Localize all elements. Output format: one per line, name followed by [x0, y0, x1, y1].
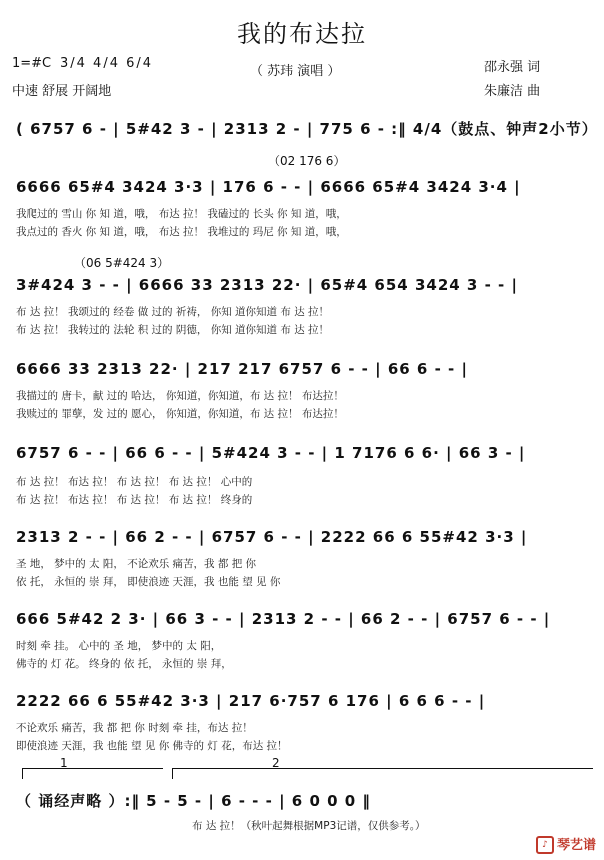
lyrics-line-2a: 我爬过的 雪山 你 知 道，哦， 布达 拉！ 我磕过的 长头 你 知 道，哦， [16, 208, 347, 220]
time-signatures: 3/4 4/4 6/4 [60, 56, 154, 71]
lyrics-line-6b: 依 托， 永恒的 崇 拜， 即使浪迹 天涯，我 也能 望 见 你 [16, 576, 281, 588]
volta-number-1: 1 [60, 756, 68, 770]
volta-number-2: 2 [272, 756, 280, 770]
lyrics-line-8a: 不论欢乐 痛苦，我 都 把 你 时刻 牵 挂，布达 拉！ [16, 722, 253, 734]
composer: 朱廉洁 曲 [484, 84, 541, 99]
pickup-2: （02 176 6） [268, 154, 346, 168]
song-title: 我的布达拉 [237, 20, 367, 48]
volta-bracket-1 [22, 768, 163, 779]
lyrics-line-5a: 布 达 拉！ 布达 拉！ 布 达 拉！ 布 达 拉！ 心中的 [16, 476, 253, 488]
lyrics-line-9: 布 达 拉！（秋叶起舞根据MP3记谱，仅供参考。） [192, 820, 426, 832]
score-line-2: 6666 65#4 3424 3·3 | 176 6 - - | 6666 65#4 3424 3·4 | [16, 178, 521, 196]
tempo-marking: 中速 舒展 开阔地 [12, 84, 112, 99]
logo-text: 琴艺谱 [556, 837, 596, 853]
lyrics-line-4a: 我描过的 唐卡，献 过的 哈达， 你知道，你知道，布 达 拉！ 布达拉！ [16, 390, 344, 402]
lyrics-line-7a: 时刻 牵 挂。 心中的 圣 地， 梦中的 太 阳， [16, 640, 222, 652]
performer: （ 苏玮 演唱 ） [250, 64, 341, 79]
score-line-5: 6757 6 - - | 66 6 - - | 5#424 3 - - | 1 7176 6 6· | 66 3 - | [16, 444, 526, 462]
lyrics-line-5b: 布 达 拉！ 布达 拉！ 布 达 拉！ 布 达 拉！ 终身的 [16, 494, 253, 506]
key-signature: 1=#C [12, 56, 52, 71]
lyrics-line-8b: 即使浪迹 天涯，我 也能 望 见 你 佛寺的 灯 花，布达 拉！ [16, 740, 288, 752]
score-line-6: 2313 2 - - | 66 2 - - | 6757 6 - - | 2222 66 6 55#42 3·3 | [16, 528, 528, 546]
logo-icon: ♪ [536, 836, 554, 854]
score-line-1: ( 6757 6 - | 5#42 3 - | 2313 2 - | 775 6 - :‖ 4/4（鼓点、钟声2小节） [16, 120, 598, 138]
lyrics-line-2b: 我点过的 香火 你 知 道，哦， 布达 拉！ 我堆过的 玛尼 你 知 道，哦， [16, 226, 347, 238]
lyrics-line-4b: 我赎过的 罪孽，发 过的 愿心， 你知道，你知道，布 达 拉！ 布达拉！ [16, 408, 344, 420]
volta-bracket-2 [172, 768, 593, 779]
score-line-9: （ 诵经声略 ）:‖ 5 - 5 - | 6 - - - | 6 0 0 0 ‖ [16, 792, 371, 810]
lyrics-line-7b: 佛寺的 灯 花。 终身的 依 托， 永恒的 崇 拜， [16, 658, 232, 670]
lyrics-line-3b: 布 达 拉！ 我转过的 法轮 积 过的 阴德， 你知 道你知道 布 达 拉！ [16, 324, 330, 336]
lyrics-line-3a: 布 达 拉！ 我颂过的 经卷 做 过的 祈祷， 你知 道你知道 布 达 拉！ [16, 306, 330, 318]
score-line-3: 3#424 3 - - | 6666 33 2313 22· | 65#4 654 3424 3 - - | [16, 276, 518, 294]
site-logo [536, 834, 596, 855]
score-line-4: 6666 33 2313 22· | 217 217 6757 6 - - | 66 6 - - | [16, 360, 468, 378]
lyrics-line-6a: 圣 地， 梦中的 太 阳， 不论欢乐 痛苦，我 都 把 你 [16, 558, 257, 570]
pickup-3: （06 5#424 3） [74, 256, 170, 270]
lyricist: 邵永强 词 [484, 60, 541, 75]
score-line-8: 2222 66 6 55#42 3·3 | 217 6·757 6 176 | 6 6 6 - - | [16, 692, 486, 710]
score-line-7: 666 5#42 2 3· | 66 3 - - | 2313 2 - - | 66 2 - - | 6757 6 - - | [16, 610, 551, 628]
